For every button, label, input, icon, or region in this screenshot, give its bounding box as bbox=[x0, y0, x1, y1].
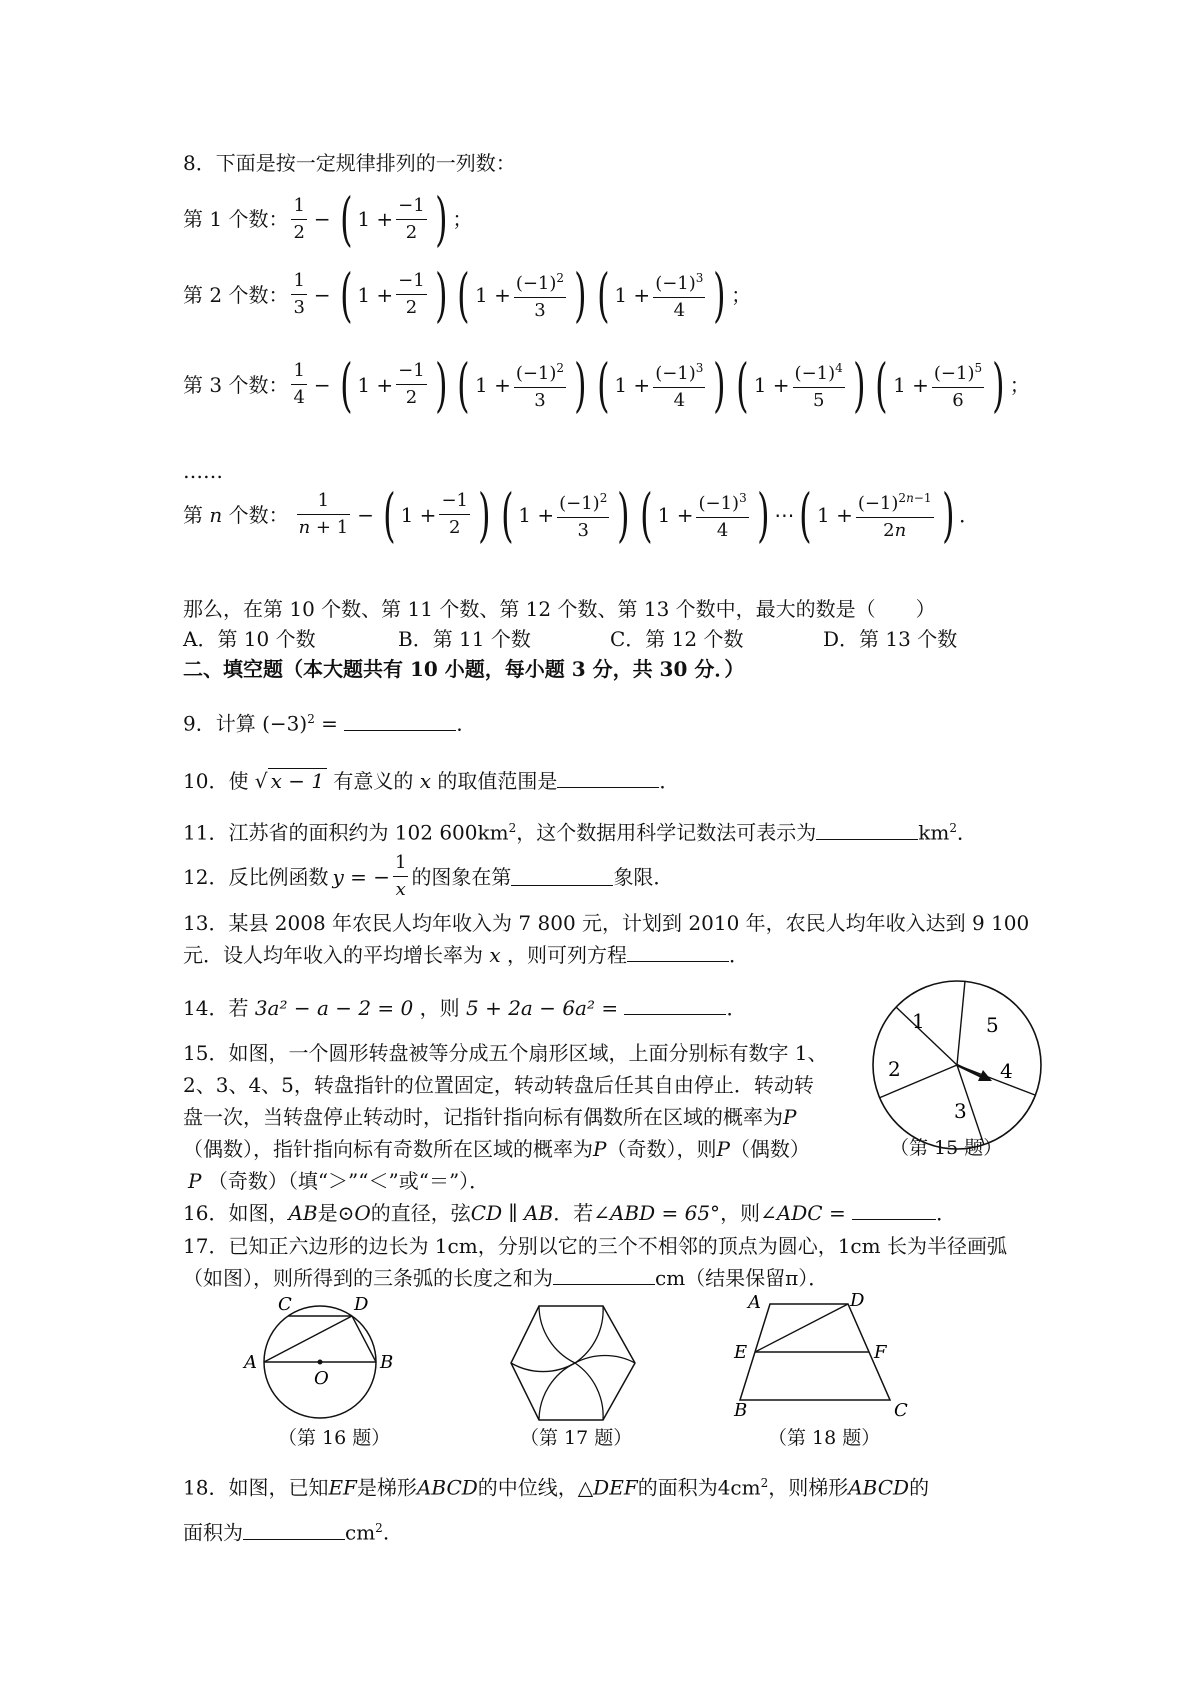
q16-pre: 16．如图， bbox=[183, 1201, 289, 1225]
answer-blank[interactable] bbox=[344, 712, 456, 731]
point-label: O bbox=[314, 1368, 329, 1389]
answer-blank[interactable] bbox=[511, 867, 613, 886]
q8-rown-var: n bbox=[209, 502, 223, 527]
answer-blank[interactable] bbox=[553, 1266, 655, 1285]
q15-line3 bbox=[183, 1104, 796, 1130]
q14-eq2: 5 + 2a − 6a² = bbox=[466, 996, 619, 1020]
fraction: $\frac{1}{2}$ bbox=[293, 194, 305, 243]
q10-end: ． bbox=[659, 769, 680, 793]
sector-label: 1 bbox=[912, 1009, 925, 1033]
q18-line2-pre: 面积为 bbox=[183, 1520, 243, 1545]
q14-end: ． bbox=[726, 996, 747, 1020]
q16 bbox=[183, 1200, 956, 1226]
answer-blank[interactable] bbox=[557, 769, 659, 788]
q13-var: x bbox=[489, 943, 501, 967]
q18-mid2: 的中位线， bbox=[477, 1475, 578, 1500]
q14-eq1: 3a² − a − 2 = 0 bbox=[254, 996, 414, 1020]
q11-unit-exp: 2 bbox=[949, 821, 957, 835]
q18-mid4: ，则梯形 bbox=[768, 1475, 849, 1500]
fig18-trapezoid-diagram bbox=[730, 1292, 930, 1422]
q15-line3-text: 盘一次，当转盘停止转动时，记指针指向标有偶数所在区域的概率为 bbox=[183, 1105, 783, 1129]
answer-blank[interactable] bbox=[243, 1521, 345, 1540]
q8-row1: 第 1 个数： $\frac{1}{2}$ − ( 1 + $\frac{-1}{2}$ ) ； bbox=[183, 185, 473, 253]
q16-mid1: 是⊙ bbox=[317, 1201, 355, 1225]
q15-line4-var: P bbox=[593, 1137, 607, 1161]
q15-line1: 15．如图，一个圆形转盘被等分成五个扇形区域，上面分别标有数字 1、 bbox=[183, 1041, 828, 1065]
q17-line2-post: cm（结果保留π）． bbox=[655, 1266, 829, 1290]
arc bbox=[539, 1306, 575, 1363]
q17-line2-pre: （如图），则所得到的三条弧的长度之和为 bbox=[183, 1266, 553, 1290]
q15-line5 bbox=[188, 1168, 489, 1194]
q8-option-d: D．第 13 个数 bbox=[823, 627, 958, 651]
q18-line1 bbox=[183, 1470, 929, 1501]
q8-option-b: B．第 11 个数 bbox=[398, 627, 531, 651]
point-label: D bbox=[354, 1294, 369, 1315]
q15-line4-mid: （奇数），则 bbox=[606, 1137, 717, 1161]
q18-line2-exp: 2 bbox=[375, 1521, 383, 1535]
q10-var: x bbox=[419, 769, 432, 793]
point-label: E bbox=[734, 1342, 748, 1363]
point-label: B bbox=[380, 1352, 394, 1373]
q8-stem: 8．下面是按一定规律排列的一列数： bbox=[183, 151, 516, 175]
q13-line2 bbox=[183, 942, 749, 968]
q15-line3-var: P bbox=[783, 1105, 797, 1129]
q16-end: ． bbox=[936, 1201, 957, 1225]
q8-row2: 第 2 个数： $\frac{1}{3}$ − ( 1 + $\frac{-1}{2}$ ) ( 1 + $\frac{(-1)^2}{3}$ ) ( 1 + $\frac{(-1)^3}{4}$ ) ； bbox=[183, 260, 752, 329]
q15-line4-var2: P bbox=[716, 1137, 730, 1161]
q9-pre: 9．计算 bbox=[183, 711, 256, 736]
q10-pre: 10．使 bbox=[183, 769, 249, 793]
arc bbox=[575, 1363, 603, 1420]
q12-y: y = − bbox=[332, 864, 390, 889]
sector-label: 3 bbox=[954, 1099, 967, 1123]
q16-cd: CD ∥ AB bbox=[470, 1201, 554, 1225]
q8-row3: 第 3 个数： $\frac{1}{4}$ − ( 1 + $\frac{-1}{2}$ ) ( 1 + $\frac{(-1)^2}{3}$ ) ( 1 + $\frac{(-1)^3}{4}$ ) ( 1 + $\frac{(-1)^4}{5}$ ) ( 1 + $\frac{(-1)^5}{6}$ ) ； bbox=[183, 350, 1030, 419]
q18-line2-unit: cm bbox=[345, 1520, 376, 1545]
q17-line1: 17．已知正六边形的边长为 1cm，分别以它的三个不相邻的顶点为圆心，1cm 长为半径画弧 bbox=[183, 1234, 1007, 1258]
q8-rown-pre: 第 bbox=[183, 502, 203, 527]
q18-abcd: ABCD bbox=[416, 1475, 478, 1500]
fig16-circle-diagram bbox=[240, 1290, 410, 1440]
q11-mid: ，这个数据用科学记数法可表示为 bbox=[516, 820, 817, 845]
q16-mid3: ．若 bbox=[553, 1201, 594, 1225]
sector-label: 2 bbox=[888, 1057, 901, 1081]
q16-mid4: ，则 bbox=[720, 1201, 761, 1225]
point-label: A bbox=[244, 1352, 257, 1373]
q18-abcd2: ABCD bbox=[848, 1475, 910, 1500]
q12-post: 象限． bbox=[613, 864, 674, 889]
q16-ang1: ∠ABD = 65° bbox=[593, 1201, 721, 1225]
q8-rown-post: 个数： bbox=[228, 502, 289, 527]
q8-option-a: A．第 10 个数 bbox=[183, 627, 316, 651]
fig17-hexagon-diagram bbox=[505, 1300, 645, 1428]
q18-mid3: 的面积为 bbox=[637, 1475, 718, 1500]
answer-blank[interactable] bbox=[852, 1201, 936, 1220]
q15-line4-text: （偶数），指针指向标有奇数所在区域的概率为 bbox=[183, 1137, 593, 1161]
q14 bbox=[183, 995, 746, 1021]
q8-row3-label: 第 3 个数： bbox=[183, 372, 289, 397]
q10-mid: 有意义的 bbox=[333, 769, 414, 793]
q10-post: 的取值范围是 bbox=[437, 769, 558, 793]
q16-ang2: ∠ADC = bbox=[760, 1201, 846, 1225]
q10-radicand: x − 1 bbox=[268, 768, 327, 793]
fig15-caption: （第 15 题） bbox=[890, 1137, 1003, 1159]
q12-mid: 的图象在第 bbox=[411, 864, 512, 889]
q18-tri: △DEF bbox=[577, 1475, 638, 1500]
sector-label: 4 bbox=[1000, 1059, 1013, 1083]
q8-row1-label: 第 1 个数： bbox=[183, 207, 289, 231]
q11-end: ． bbox=[956, 820, 977, 845]
q11-unit: km bbox=[918, 820, 950, 845]
fig16-caption: （第 16 题） bbox=[278, 1427, 391, 1449]
q18-pre: 18．如图，已知 bbox=[183, 1475, 329, 1500]
point-label: C bbox=[278, 1294, 292, 1315]
arc bbox=[575, 1356, 635, 1363]
arc bbox=[575, 1306, 603, 1363]
q16-mid2: 的直径，弦 bbox=[370, 1201, 471, 1225]
sector-label: 5 bbox=[986, 1013, 999, 1037]
q8-rown: 第 n 个数： $\frac{1}{n + 1}$ − ( 1 + $\frac{-1}{2}$ ) ( 1 + $\frac{(-1)^2}{3}$ ) ( 1 + $\frac{(-1)^3}{4}$ ) ⋯ ( 1 + $\frac{(-1)^{2n-1}}{2n}$ ) ． bbox=[183, 480, 980, 549]
answer-blank[interactable] bbox=[816, 821, 918, 840]
q8-dots: …… bbox=[183, 459, 223, 483]
q9-exp: 2 bbox=[307, 712, 315, 726]
q13-line1: 13．某县 2008 年农民人均年收入为 7 800 元，计划到 2010 年，农民人均年收入达到 9 100 bbox=[183, 911, 1030, 935]
point-label: A bbox=[748, 1292, 761, 1313]
q18-end: 的 bbox=[909, 1475, 930, 1500]
q15-line4 bbox=[183, 1136, 810, 1162]
center-point bbox=[318, 1360, 323, 1365]
q18-area-exp: 2 bbox=[760, 1476, 769, 1490]
q13-end: ． bbox=[729, 943, 749, 967]
point-label: F bbox=[874, 1342, 887, 1363]
q17-line2 bbox=[183, 1265, 828, 1291]
spinner-figure bbox=[862, 970, 1052, 1160]
q9 bbox=[183, 706, 476, 737]
q14-mid: ，则 bbox=[419, 996, 460, 1020]
arc bbox=[511, 1363, 575, 1372]
q15-line2: 2、3、4、5，转盘指针的位置固定，转动转盘后任其自由停止．转动转 bbox=[183, 1073, 814, 1097]
point-label: D bbox=[850, 1292, 865, 1311]
point-label: B bbox=[734, 1400, 748, 1421]
q12-num: 1 bbox=[393, 850, 408, 877]
q12 bbox=[183, 850, 673, 903]
hexagon bbox=[511, 1306, 635, 1420]
fig18-caption: （第 18 题） bbox=[768, 1427, 881, 1449]
q15-line4-end: （偶数） bbox=[729, 1137, 810, 1161]
q16-o: O bbox=[354, 1201, 371, 1225]
section-heading: 二、填空题（本大题共有 10 小题，每小题 3 分，共 30 分．） bbox=[183, 657, 745, 681]
q18-ef: EF bbox=[328, 1475, 357, 1500]
q18-line2 bbox=[183, 1515, 389, 1546]
q9-expr: (−3) bbox=[262, 711, 308, 736]
answer-blank[interactable] bbox=[624, 996, 726, 1015]
q18-area: 4cm bbox=[717, 1475, 761, 1500]
q8-question: 那么，在第 10 个数、第 11 个数、第 12 个数、第 13 个数中，最大的数是（ ） bbox=[183, 597, 936, 621]
q12-pre: 12．反比例函数 bbox=[183, 864, 329, 889]
q18-mid1: 是梯形 bbox=[356, 1475, 417, 1500]
q11-pre: 11．江苏省的面积约为 102 600km bbox=[183, 820, 509, 845]
q16-ab: AB bbox=[288, 1201, 318, 1225]
q15-line5-text: （奇数）（填“＞”“＜”或“＝”）． bbox=[207, 1169, 490, 1193]
q8-row2-label: 第 2 个数： bbox=[183, 282, 289, 307]
q11 bbox=[183, 815, 977, 846]
q9-eq: = bbox=[314, 711, 345, 736]
answer-blank[interactable] bbox=[627, 943, 729, 962]
q11-exp: 2 bbox=[508, 821, 517, 835]
point-label: C bbox=[894, 1400, 908, 1421]
q10: 10．使 √ x − 1 有意义的 x 的取值范围是 ． bbox=[183, 769, 680, 793]
q8-option-c: C．第 12 个数 bbox=[610, 627, 744, 651]
q15-line5-var: P bbox=[188, 1169, 202, 1193]
q12-den: x bbox=[395, 879, 406, 900]
q13-line2-mid: ，则可列方程 bbox=[507, 943, 627, 967]
q13-line2-pre: 元．设人均年收入的平均增长率为 bbox=[183, 943, 483, 967]
fig17-caption: （第 17 题） bbox=[520, 1427, 633, 1449]
q14-pre: 14．若 bbox=[183, 996, 249, 1020]
q9-end: ． bbox=[456, 711, 477, 736]
q18-line2-end: . bbox=[382, 1520, 390, 1545]
